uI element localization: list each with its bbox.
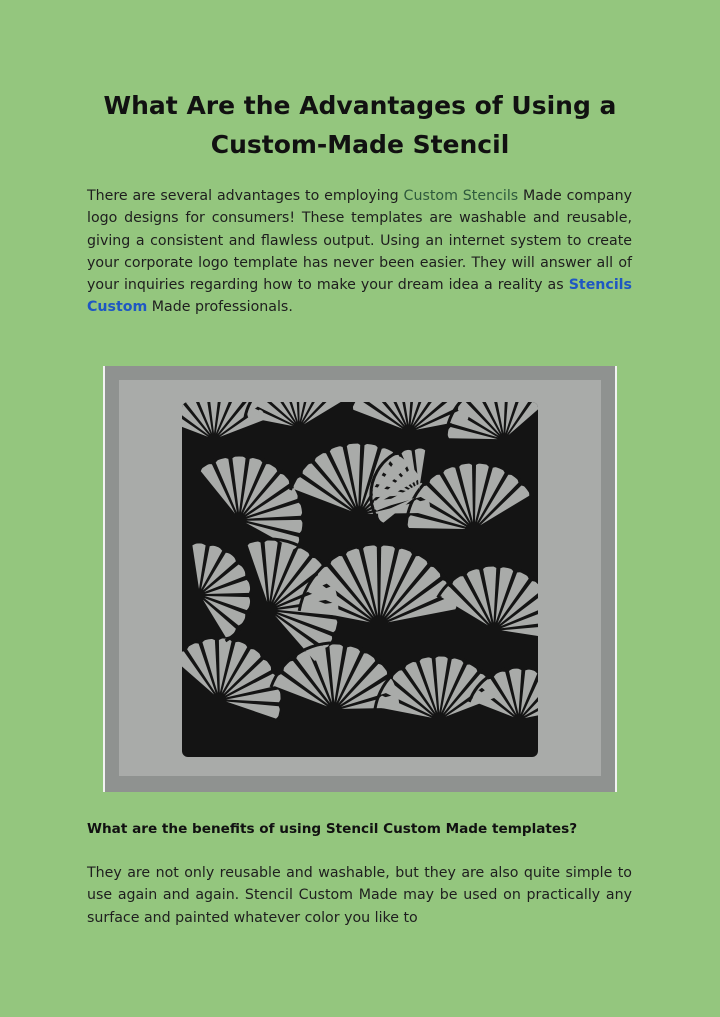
stencil-image bbox=[119, 380, 601, 776]
intro-paragraph bbox=[87, 185, 632, 319]
stencil-floral-pattern bbox=[119, 380, 601, 776]
intro-text-3: Made professionals. bbox=[147, 299, 293, 316]
intro-text-1: There are several advantages to employing bbox=[87, 188, 404, 204]
stencils-custom-link[interactable]: Stencils Custom bbox=[87, 277, 632, 316]
page-title: What Are the Advantages of Using a Custom-Made Stencil bbox=[103, 91, 617, 159]
section-heading: What are the benefits of using Stencil Custom Made templates? bbox=[87, 821, 578, 837]
intro-text-2: Made company logo designs for consumers! These templates are washable and reusable, giving a consistent and flawless output. Using an internet system to create your corporate logo template has never been easier. They will answer all of your inquiries regarding how to make your dream idea a reality as bbox=[87, 188, 632, 294]
custom-stencils-link[interactable]: Custom Stencils bbox=[403, 188, 519, 204]
body-paragraph: They are not only reusable and washable, but they are also quite simple to use again and again. Stencil Custom Made may be used on practically any surface and painted whatever color you like to bbox=[87, 865, 632, 926]
stencil-image-frame bbox=[103, 366, 617, 792]
